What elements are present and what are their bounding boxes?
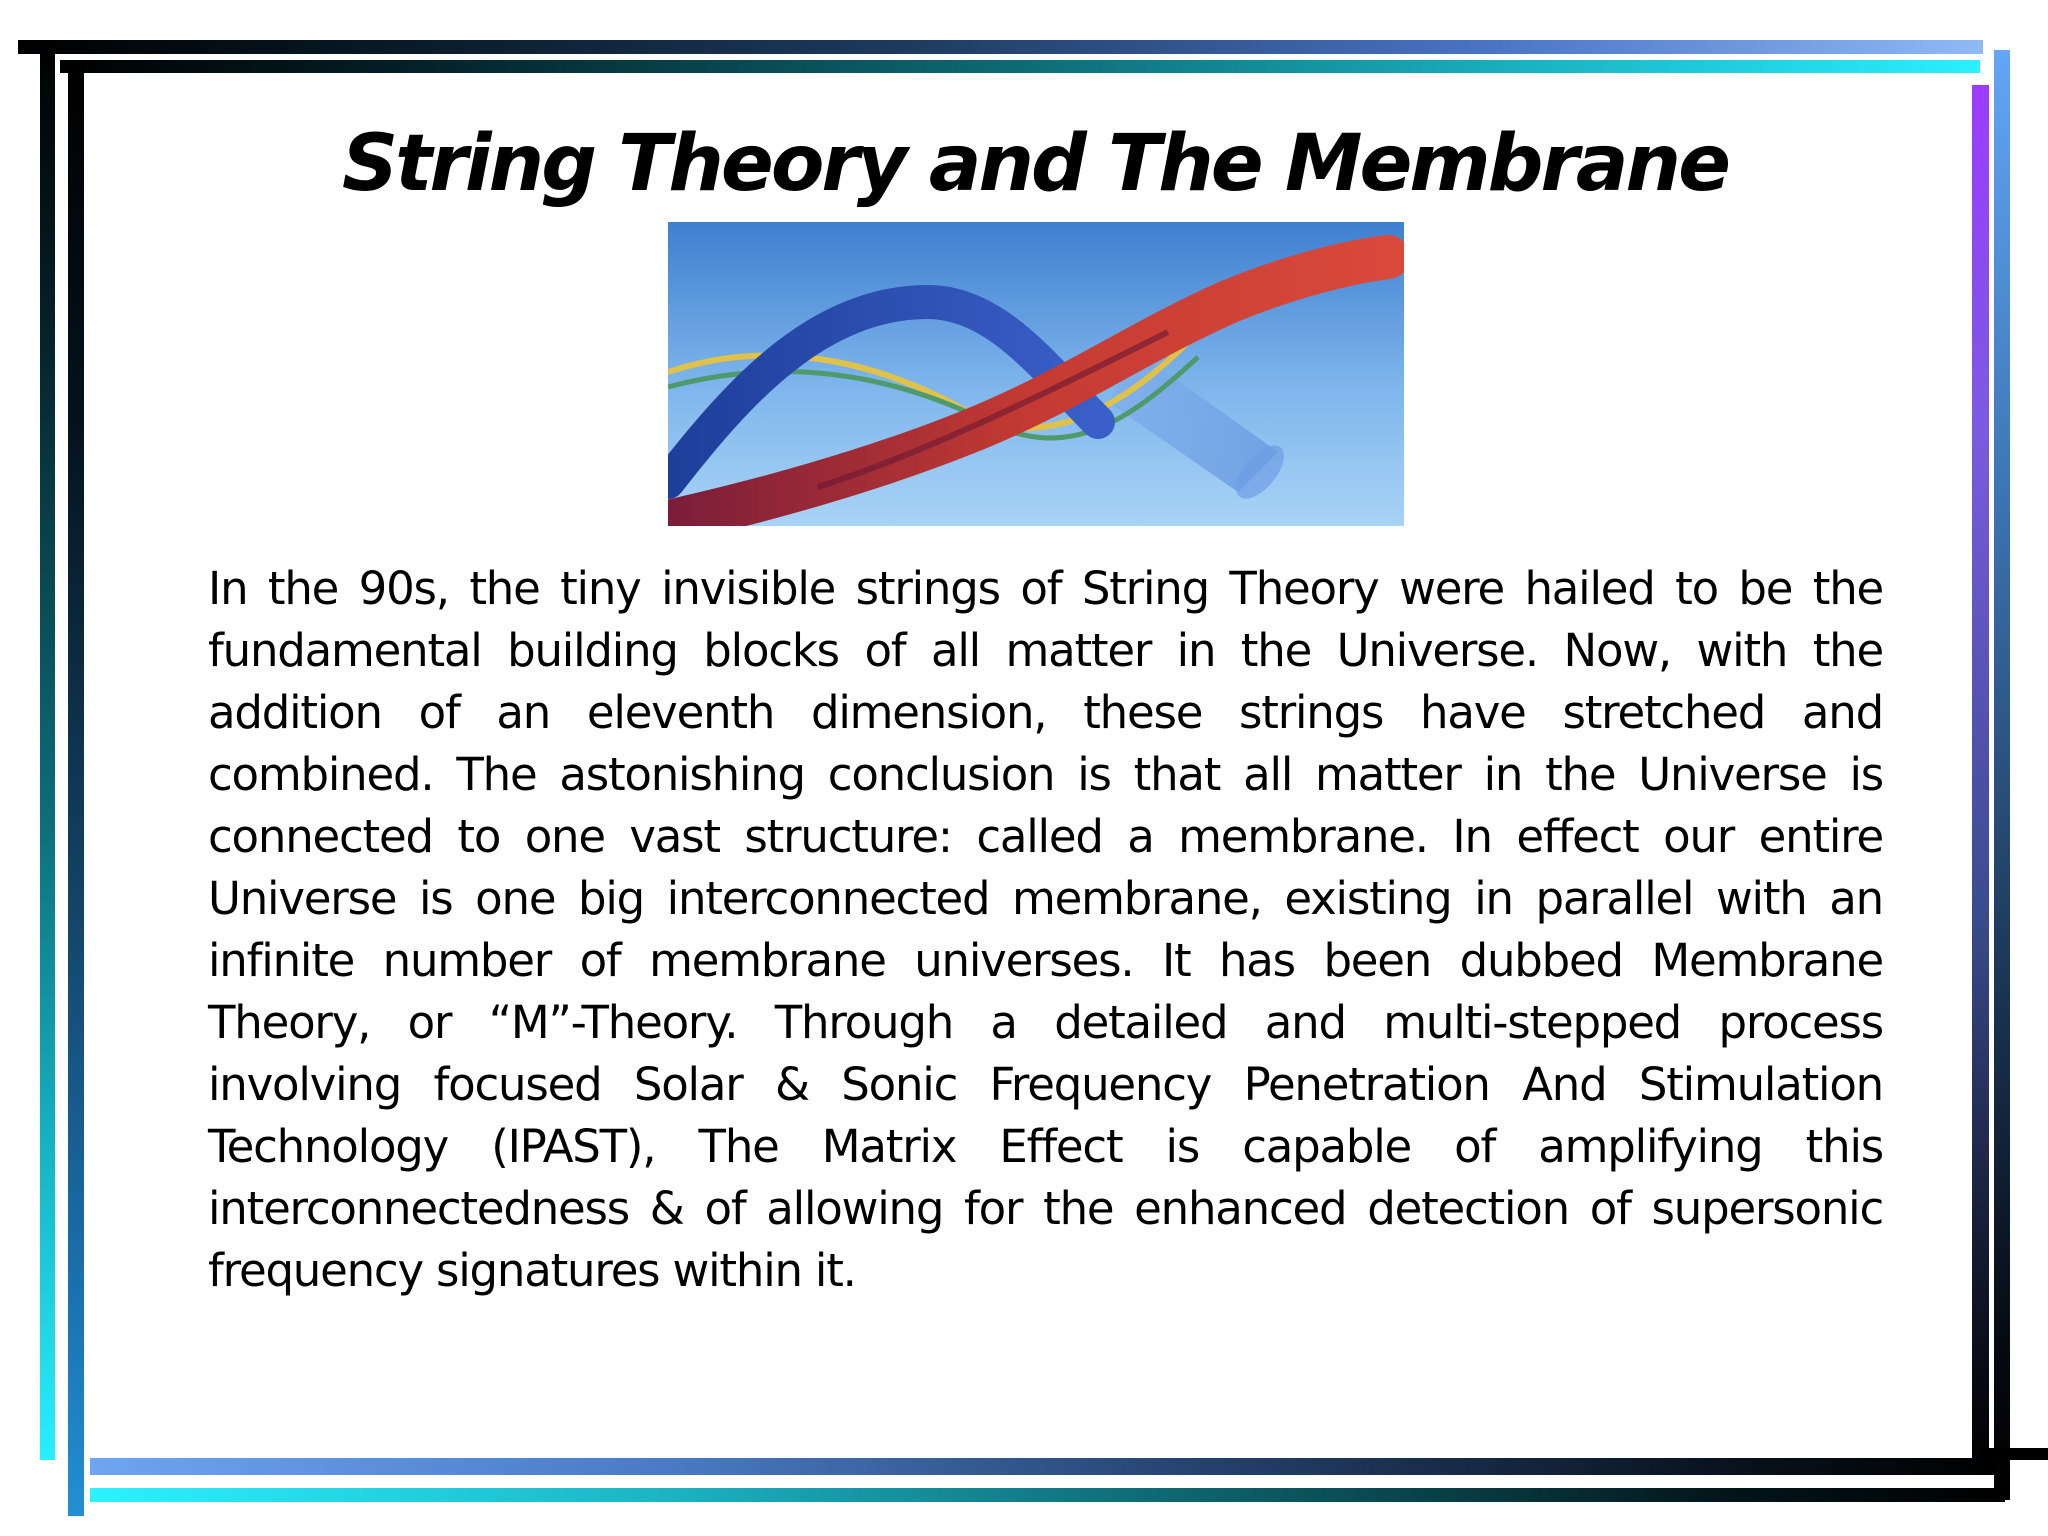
frame-bottom-outer-bar — [90, 1488, 2005, 1502]
frame-top-inner-bar — [60, 60, 1980, 73]
frame-top-outer-bar — [18, 40, 1983, 54]
strings-illustration-graphic — [668, 222, 1404, 526]
frame-corner-tick — [1978, 1448, 2048, 1460]
frame-left-outer-bar — [40, 40, 55, 1460]
strings-illustration — [668, 222, 1404, 526]
body-paragraph: In the 90s, the tiny invisible strings of String Theory were hailed to be the fundamental building blocks of all matter in the Universe. Now, with the addition of an eleventh dimension, these strings have stretched and combined. The astonishing conclusion is that all matter in the Universe is connected to one vast structure: called a membrane. In effect our entire Universe is one big interconnected membrane, existing in parallel with an infinite number of membrane universes. It has been dubbed Membrane Theory, or “M”-Theory. Through a detailed and multi-stepped process involving focused Solar & Sonic Frequency Penetration And Stimulation Technology (IPAST), The Matrix Effect is capable of amplifying this interconnectedness & of allowing for the enhanced detection of supersonic frequency signatures within it. — [208, 562, 1883, 1297]
slide-title: String Theory and The Membrane — [342, 119, 1728, 209]
frame-right-inner-bar — [1972, 85, 1989, 1465]
frame-right-outer-bar — [1994, 50, 2010, 1500]
frame-left-inner-bar — [68, 60, 84, 1516]
frame-bottom-inner-bar — [90, 1458, 1995, 1475]
